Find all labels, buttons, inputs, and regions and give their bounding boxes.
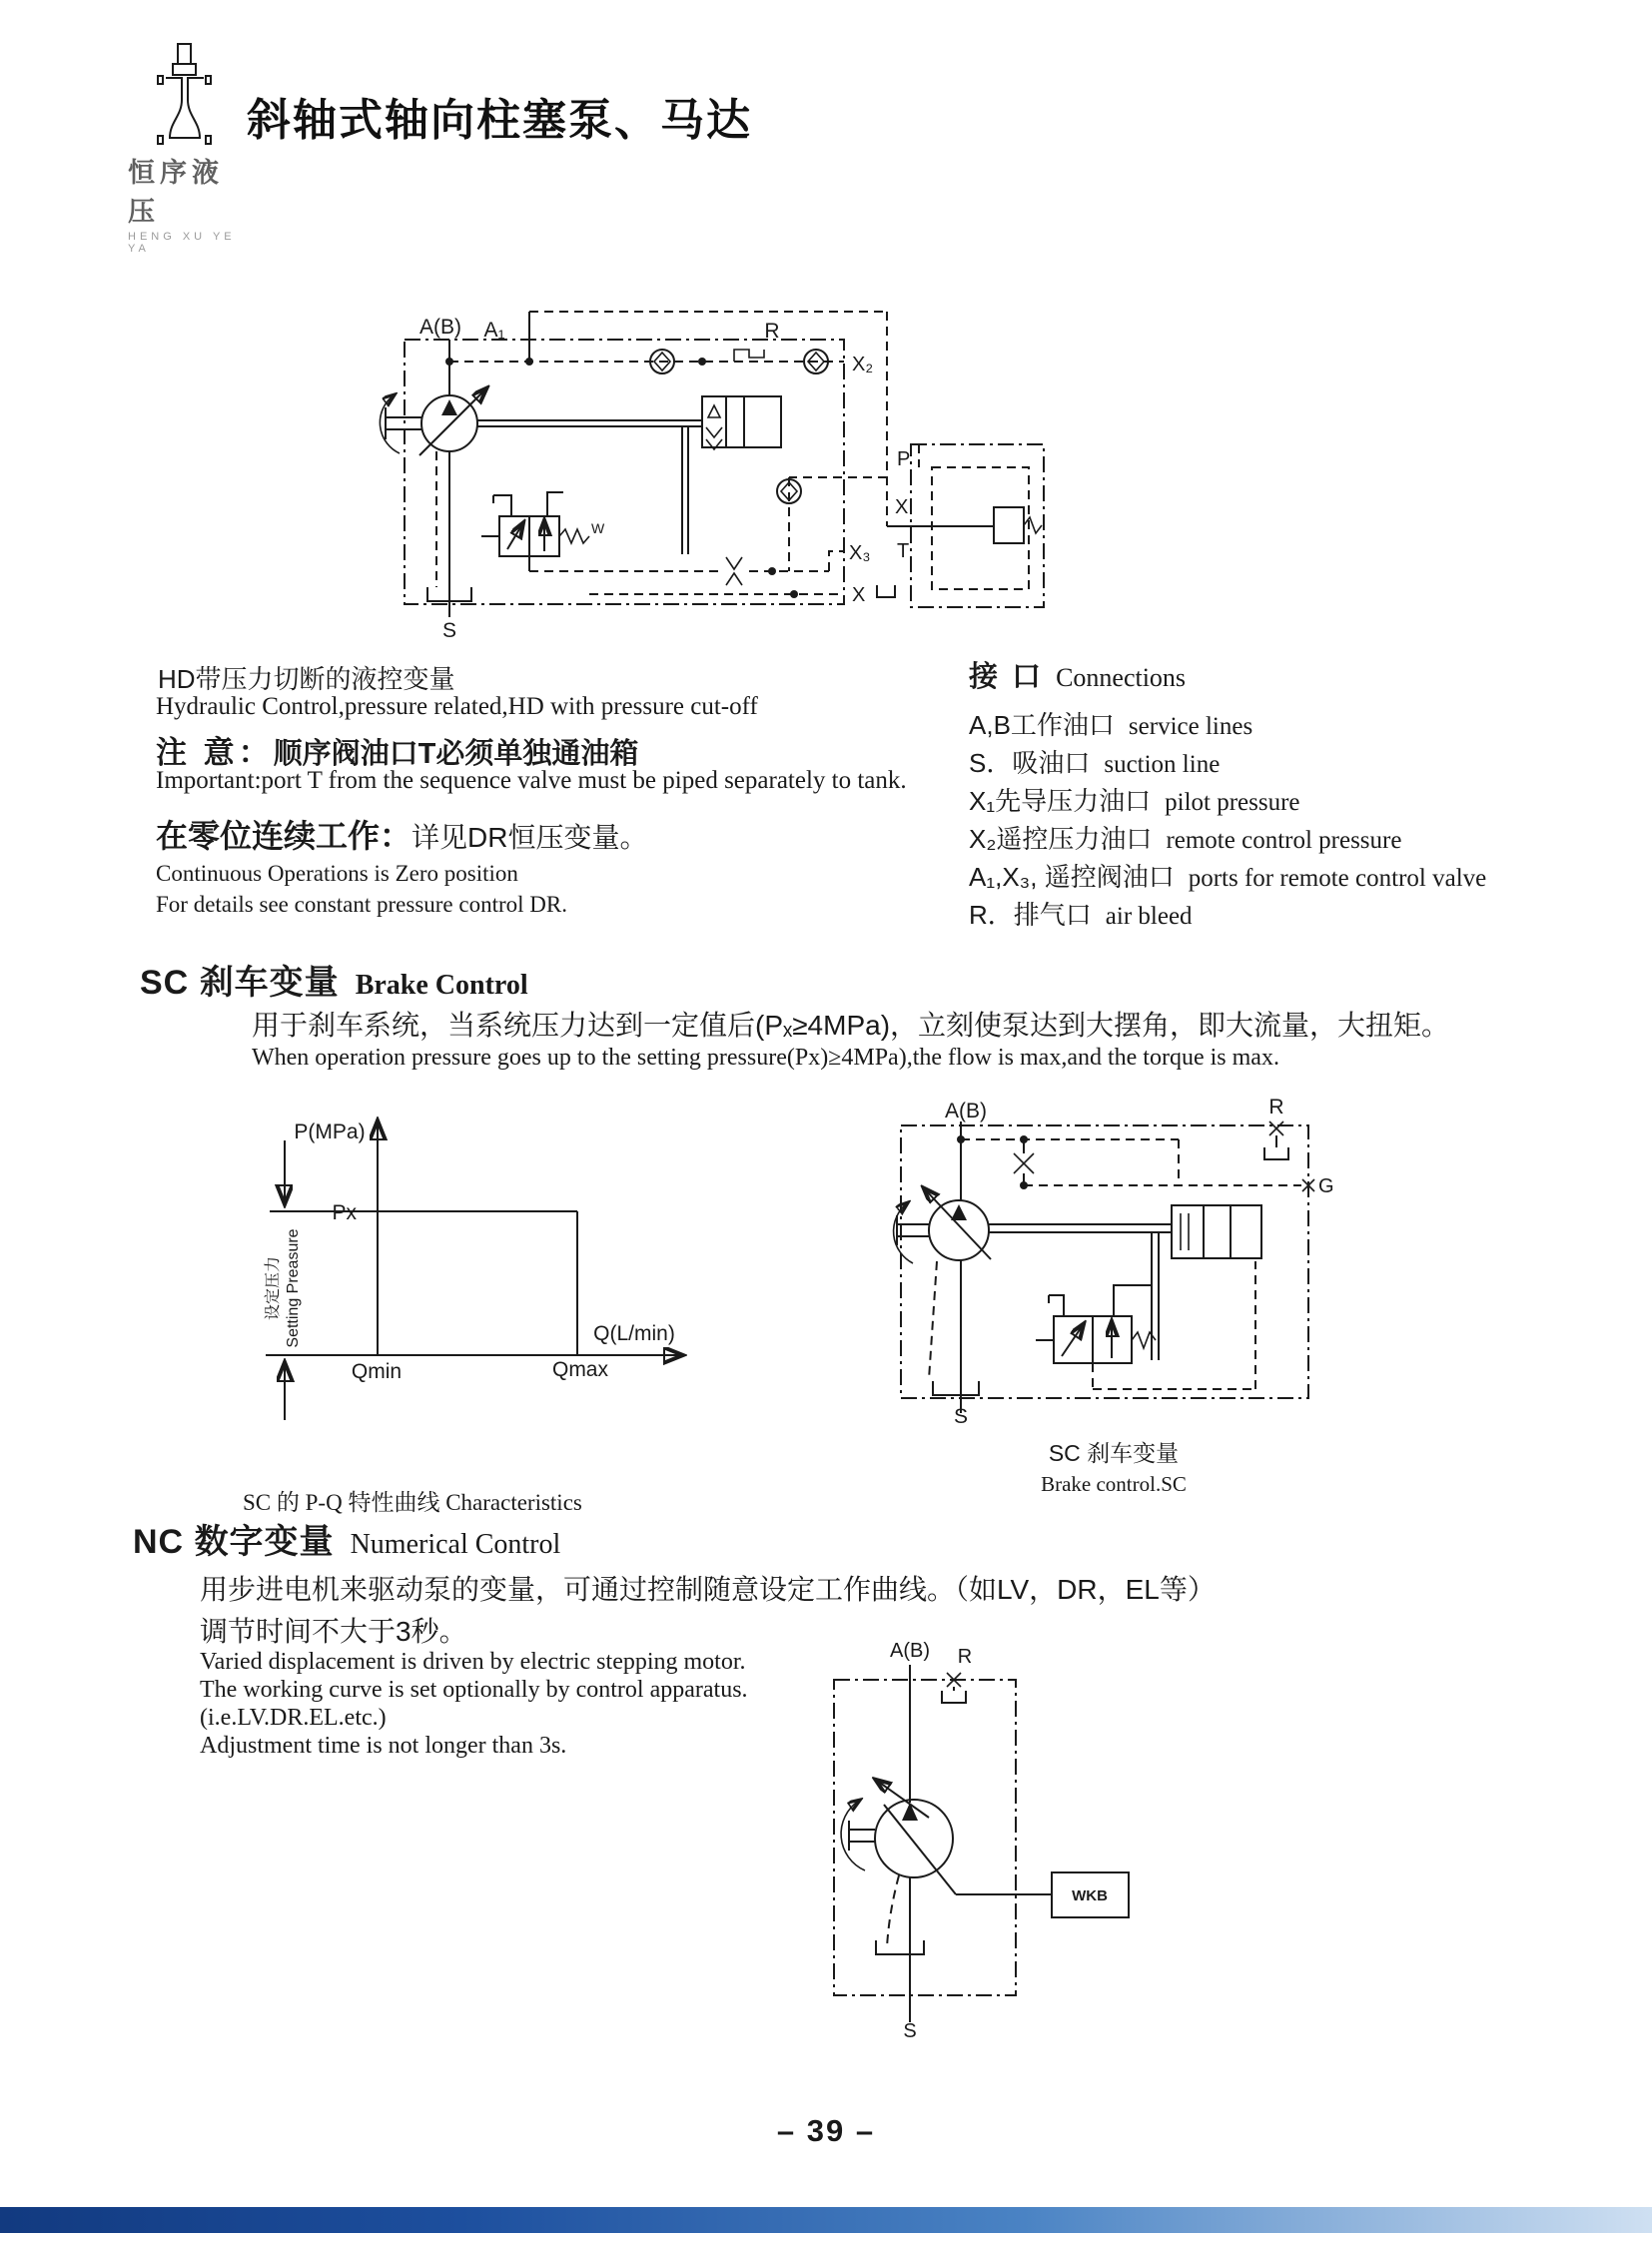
hd-zero-en1: Continuous Operations is Zero position	[156, 861, 518, 886]
port-s-label: S	[441, 619, 457, 642]
hd-zero-en2: For details see constant pressure control DR.	[156, 892, 567, 917]
qmax-tick-label: Qmax	[551, 1358, 609, 1381]
connection-item	[969, 895, 1486, 933]
port-p-label: P	[897, 448, 911, 470]
sc-heading-en: Brake Control	[355, 970, 528, 1001]
nc-body-cn1: 用步进电机来驱动泵的变量，可通过控制随意设定工作曲线。（如LV，DR，EL等）	[200, 1574, 1216, 1605]
nc-wkb-link	[956, 1872, 1129, 1917]
port-x2-label: X₂	[852, 354, 874, 375]
footer-accent-bar	[0, 2207, 1652, 2233]
connections-heading-cn: 接 口	[969, 661, 1045, 693]
nc-pump	[841, 1665, 956, 2022]
page-title: 斜轴式轴向柱塞泵、马达	[247, 96, 752, 145]
sc-circuit-diagram	[869, 1074, 1338, 1431]
sc-circuit-caption	[1014, 1435, 1214, 1497]
hd-zero-cn: 详见DR恒压变量。	[412, 822, 648, 853]
setting-pressure-annotation	[264, 1228, 302, 1347]
nc-body-en-line: The working curve is set optionally by control apparatus.	[200, 1677, 748, 1703]
connection-en: suction line	[1104, 751, 1221, 778]
connection-cn: X₂遥控压力油口	[969, 824, 1153, 854]
sc-boundary-box	[901, 1125, 1308, 1398]
connection-cn: A₁,X₃, 遥控阀油口	[969, 862, 1175, 892]
connection-en: air bleed	[1105, 903, 1193, 930]
port-s-label: S	[953, 1405, 969, 1428]
sc-circuit-caption-en: Brake control.SC	[1041, 1472, 1187, 1496]
port-t-label: T	[897, 540, 910, 562]
nc-body-cn2: 调节时间不大于3秒。	[200, 1616, 467, 1647]
connection-item	[969, 857, 1486, 895]
sc-heading	[140, 955, 528, 1004]
port-r-label: R	[1268, 1096, 1284, 1119]
pq-chart-caption: SC 的 P-Q 特性曲线 Characteristics	[243, 1490, 582, 1515]
connections-list	[969, 654, 1486, 933]
connection-item	[969, 819, 1486, 857]
brand-name-en: HENG XU YE YA	[128, 231, 236, 255]
hd-circuit-diagram	[290, 200, 1049, 659]
nc-heading-code: NC 数字变量	[133, 1523, 335, 1561]
hd-bottom-lines	[529, 477, 895, 598]
x-axis-label: Q(L/min)	[593, 1322, 675, 1345]
hd-zero-label: 在零位连续工作：	[156, 818, 413, 854]
port-g-label: G	[1318, 1175, 1334, 1197]
connection-cn: S．吸油口	[969, 748, 1091, 778]
valve-w-label: W	[591, 520, 605, 536]
connection-cn: X₁先导压力油口	[969, 786, 1152, 816]
sc-cylinder	[989, 1205, 1261, 1360]
sc-air-bleed	[1264, 1121, 1288, 1159]
connection-cn: A,B工作油口	[969, 710, 1115, 740]
port-ab-label: A(B)	[945, 1100, 987, 1122]
connections-heading	[969, 654, 1486, 695]
hd-note-cn: 顺序阀油口T必须单独通油箱	[273, 738, 639, 770]
hd-heading-en: Hydraulic Control,pressure related,HD with pressure cut-off	[156, 693, 758, 720]
hd-pilot-lines	[445, 312, 887, 526]
pump-logo-icon	[128, 42, 240, 146]
px-tick-label: Px	[332, 1201, 357, 1224]
port-x-label: X	[852, 584, 866, 606]
sc-heading-code: SC 刹车变量	[140, 964, 340, 1002]
chart-curve	[270, 1211, 577, 1355]
svg-text:设定压力: 设定压力	[265, 1255, 282, 1321]
sc-body-cn: 用于刹车系统，当系统压力达到一定值后(Pₓ≥4MPa)，立刻使泵达到大摆角，即大流量，大扭矩。	[252, 1010, 1450, 1041]
nc-body-en	[200, 1648, 748, 1760]
port-ab-label: A(B)	[890, 1640, 930, 1662]
connection-item	[969, 781, 1486, 819]
hd-servo-cylinder	[477, 396, 781, 554]
connection-item	[969, 705, 1486, 743]
hd-port-labels	[419, 316, 910, 642]
nc-air-bleed	[942, 1673, 966, 1703]
nc-body-en-line: Adjustment time is not longer than 3s.	[200, 1733, 567, 1759]
nc-heading-en: Numerical Control	[350, 1529, 561, 1560]
svg-text:Setting Preasure: Setting Preasure	[285, 1228, 302, 1348]
port-ix-label: X	[895, 496, 909, 518]
nc-circuit-diagram	[829, 1633, 1318, 2044]
port-ab-label: A(B)	[419, 316, 461, 339]
connection-en: remote control pressure	[1166, 827, 1402, 854]
port-x3-label: X₃	[849, 542, 871, 564]
qmin-tick-label: Qmin	[351, 1360, 403, 1383]
connections-heading-en: Connections	[1056, 663, 1187, 692]
hd-boundary-box	[405, 340, 844, 604]
hd-remote-module	[887, 444, 1044, 607]
hd-heading-cn: HD带压力切断的液控变量	[158, 664, 455, 694]
port-s-label: S	[903, 2020, 917, 2042]
sc-directional-valve	[1036, 1261, 1255, 1389]
port-r-label: R	[957, 1646, 973, 1668]
brand-name-cn: 恒序液压	[128, 158, 224, 227]
wkb-label: WKB	[1072, 1887, 1108, 1904]
port-a1-label: A₁	[483, 319, 505, 342]
sc-body-en: When operation pressure goes up to the setting pressure(Px)≥4MPa),the flow is max,and the torque is max.	[252, 1045, 1279, 1071]
hd-note-label: 注 意：	[156, 735, 274, 770]
connection-en: pilot pressure	[1165, 789, 1300, 816]
chart-axes	[266, 1122, 681, 1356]
pq-characteristic-chart	[230, 1079, 769, 1428]
connection-item	[969, 743, 1486, 781]
port-r-label: R	[764, 320, 780, 343]
hd-note-en: Important:port T from the sequence valve must be piped separately to tank.	[156, 767, 907, 794]
nc-port-labels	[890, 1640, 972, 2042]
sc-circuit-caption-cn: SC 刹车变量	[1048, 1440, 1180, 1466]
nc-body-en-line: (i.e.LV.DR.EL.etc.)	[200, 1705, 387, 1731]
nc-body-en-line: Varied displacement is driven by electric stepping motor.	[200, 1649, 746, 1675]
hd-directional-valve	[481, 492, 589, 571]
page-number: – 39 –	[776, 2113, 876, 2148]
nc-heading	[133, 1514, 560, 1563]
sc-pump	[894, 1189, 991, 1413]
connection-cn: R．排气口	[969, 900, 1092, 930]
hd-zero-line	[156, 811, 647, 857]
sc-pilot-lines	[957, 1121, 1314, 1200]
hd-pump	[380, 340, 485, 617]
connection-en: service lines	[1128, 713, 1253, 740]
y-axis-label: P(MPa)	[294, 1120, 366, 1143]
hd-note-line	[156, 727, 638, 772]
brand-logo	[128, 42, 248, 255]
connection-en: ports for remote control valve	[1188, 865, 1487, 892]
chart-labels	[264, 1120, 675, 1383]
